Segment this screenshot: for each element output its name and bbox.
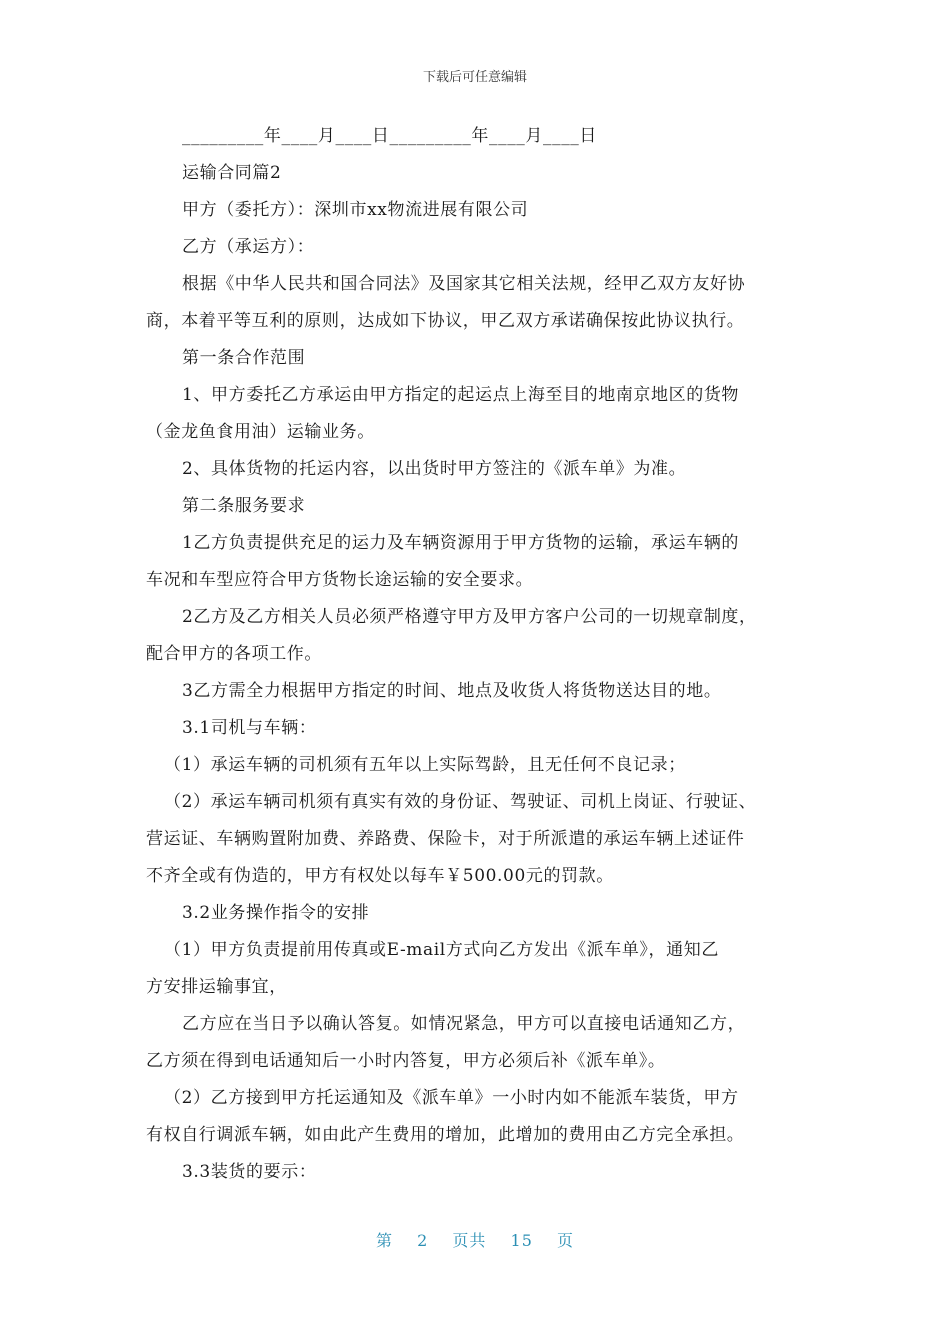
paragraph-line: 3乙方需全力根据甲方指定的时间、地点及收货人将货物送达目的地。	[182, 681, 722, 701]
paragraph-line: 乙方应在当日予以确认答复。如情况紧急，甲方可以直接电话通知乙方，	[182, 1014, 746, 1034]
paragraph-line: 根据《中华人民共和国合同法》及国家其它相关法规，经甲乙双方友好协	[182, 274, 746, 294]
paragraph-line: （金龙鱼食用油）运输业务。	[146, 422, 375, 442]
paragraph-line: 营运证、车辆购置附加费、养路费、保险卡，对于所派遣的承运车辆上述证件	[146, 829, 745, 849]
paragraph-line: 2乙方及乙方相关人员必须严格遵守甲方及甲方客户公司的一切规章制度，	[182, 607, 757, 627]
current-page-number: 2	[417, 1231, 429, 1250]
date-line: _________年____月____日_________年____月____日	[182, 126, 597, 146]
paragraph-line: （2）乙方接到甲方托运通知及《派车单》一小时内如不能派车装货，甲方	[164, 1088, 739, 1108]
paragraph-line: （2）承运车辆司机须有真实有效的身份证、驾驶证、司机上岗证、行驶证、	[164, 792, 757, 812]
paragraph-line: 1、甲方委托乙方承运由甲方指定的起运点上海至目的地南京地区的货物	[182, 385, 740, 405]
section-title: 运输合同篇2	[182, 163, 282, 183]
paragraph-line: 商，本着平等互利的原则，达成如下协议，甲乙双方承诺确保按此协议执行。	[146, 311, 745, 331]
subsection-heading: 3.2业务操作指令的安排	[182, 903, 370, 923]
page-header: 下载后可任意编辑	[422, 70, 527, 85]
subsection-heading: 3.1司机与车辆：	[182, 718, 317, 738]
paragraph-line: 车况和车型应符合甲方货物长途运输的安全要求。	[146, 570, 534, 590]
paragraph-line: （1）承运车辆的司机须有五年以上实际驾龄，且无任何不良记录；	[164, 755, 686, 775]
paragraph-line: 有权自行调派车辆，如由此产生费用的增加，此增加的费用由乙方完全承担。	[146, 1125, 745, 1145]
paragraph-line: 1乙方负责提供充足的运力及车辆资源用于甲方货物的运输，承运车辆的	[182, 533, 740, 553]
footer-suffix: 页	[556, 1231, 574, 1250]
footer-middle: 页共	[452, 1231, 487, 1250]
total-page-number: 15	[510, 1231, 533, 1250]
page-footer	[0, 1228, 950, 1251]
party-b: 乙方（承运方）：	[182, 237, 315, 257]
paragraph-line: 2、具体货物的托运内容，以出货时甲方签注的《派车单》为准。	[182, 459, 687, 479]
document-body	[146, 118, 826, 1191]
paragraph-line: 不齐全或有伪造的，甲方有权处以每车￥500.00元的罚款。	[146, 866, 614, 886]
party-a: 甲方（委托方）：深圳市xx物流进展有限公司	[182, 200, 529, 220]
paragraph-line: 乙方须在得到电话通知后一小时内答复，甲方必须后补《派车单》。	[146, 1051, 666, 1071]
paragraph-line: （1）甲方负责提前用传真或E-mail方式向乙方发出《派车单》，通知乙	[164, 940, 719, 960]
subsection-heading: 3.3装货的要示：	[182, 1162, 317, 1182]
article-heading: 第二条服务要求	[182, 496, 306, 516]
article-heading: 第一条合作范围	[182, 348, 306, 368]
footer-prefix: 第	[376, 1231, 394, 1250]
paragraph-line: 方安排运输事宜，	[146, 977, 287, 997]
paragraph-line: 配合甲方的各项工作。	[146, 644, 322, 664]
